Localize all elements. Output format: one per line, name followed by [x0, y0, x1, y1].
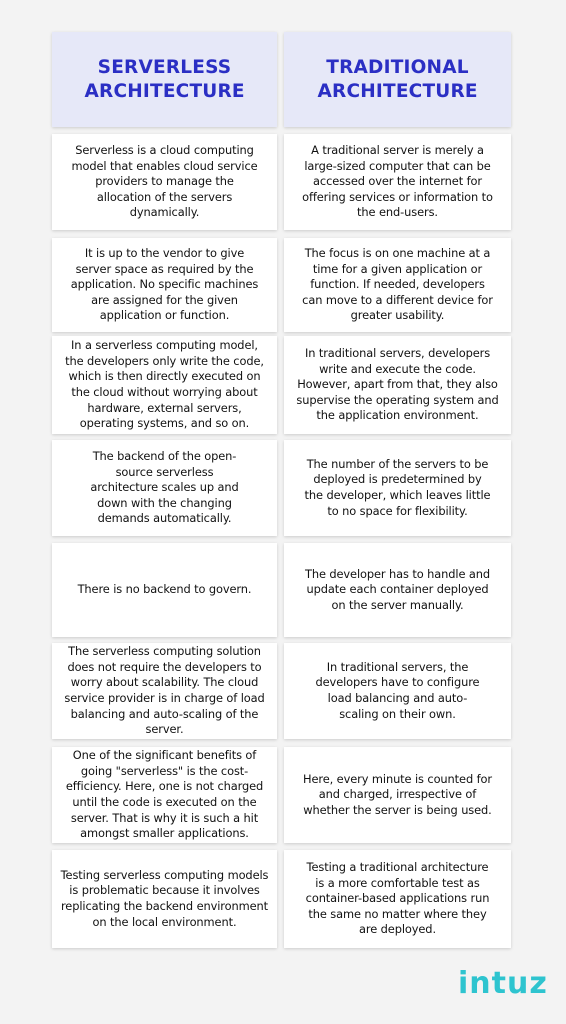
row-2-traditional-cell — [284, 238, 511, 332]
row-4-serverless-cell — [52, 440, 277, 536]
row-2-serverless-text: It is up to the vendor to give server space as required by the application. No specific machines are assigned for the given application or function. — [70, 246, 259, 323]
row-1-serverless-text: Serverless is a cloud computing model that enables cloud service providers to manage the allocation of the servers dynamically. — [71, 143, 258, 220]
row-6-serverless-text: The serverless computing solution does not require the developers to worry about scalability. The cloud service provider is in charge of load balancing and auto-scaling of the server. — [64, 644, 265, 737]
row-6-traditional-cell — [284, 643, 511, 739]
row-3-serverless-cell — [52, 336, 277, 434]
row-5-serverless-text: There is no backend to govern. — [77, 582, 252, 597]
row-4-traditional-text: The number of the servers to be deployed is predetermined by the developer, which leaves little to no space for flexibility. — [304, 456, 491, 518]
row-2-traditional-text: The focus is on one machine at a time for a given application or function. If needed, developers can move to a different device for greater usability. — [302, 246, 493, 323]
row-3-serverless-text: In a serverless computing model, the developers only write the code, which is then directly executed on the cloud without worrying about hardware, external servers, operating systems, and so on. — [65, 338, 264, 431]
header-serverless — [52, 32, 277, 127]
row-1-traditional-cell — [284, 134, 511, 230]
row-4-serverless-text: The backend of the open-source serverless architecture scales up and down with the changing demands automatically. — [90, 449, 239, 526]
row-8-traditional-text: Testing a traditional architecture is a more comfortable test as container-based applications run the same no matter where they are deployed. — [305, 860, 490, 937]
row-4-traditional-cell — [284, 440, 511, 536]
row-3-traditional-text: In traditional servers, developers write and execute the code. However, apart from that, they also supervise the operating system and the application environment. — [296, 346, 499, 423]
row-1-serverless-cell — [52, 134, 277, 230]
row-8-serverless-cell — [52, 850, 277, 948]
row-5-traditional-text: The developer has to handle and update each container deployed on the server manually. — [304, 566, 491, 612]
header-traditional-title: TRADITIONAL ARCHITECTURE — [317, 56, 478, 102]
intuz-logo: intuz — [458, 966, 548, 1001]
row-1-traditional-text: A traditional server is merely a large-sized computer that can be accessed over the internet for offering services or information to the end-users. — [302, 143, 493, 220]
header-traditional — [284, 32, 511, 127]
row-7-traditional-text: Here, every minute is counted for and charged, irrespective of whether the server is being used. — [303, 771, 492, 817]
row-8-serverless-text: Testing serverless computing models is problematic because it involves replicating the backend environment on the local environment. — [60, 867, 269, 929]
row-7-serverless-cell — [52, 747, 277, 843]
row-5-traditional-cell — [284, 543, 511, 637]
row-3-traditional-cell — [284, 336, 511, 434]
row-7-traditional-cell — [284, 747, 511, 843]
row-8-traditional-cell — [284, 850, 511, 948]
row-2-serverless-cell — [52, 238, 277, 332]
header-serverless-title: SERVERLESS ARCHITECTURE — [84, 56, 245, 102]
row-7-serverless-text: One of the significant benefits of going "serverless" is the cost-efficiency. Here, one is not charged until the code is executed on the server. That is why it is such a hit amongst smaller applications. — [65, 748, 264, 841]
row-6-serverless-cell — [52, 643, 277, 739]
row-6-traditional-text: In traditional servers, the developers have to configure load balancing and auto-scaling on their own. — [315, 659, 480, 721]
row-5-serverless-cell — [52, 543, 277, 637]
